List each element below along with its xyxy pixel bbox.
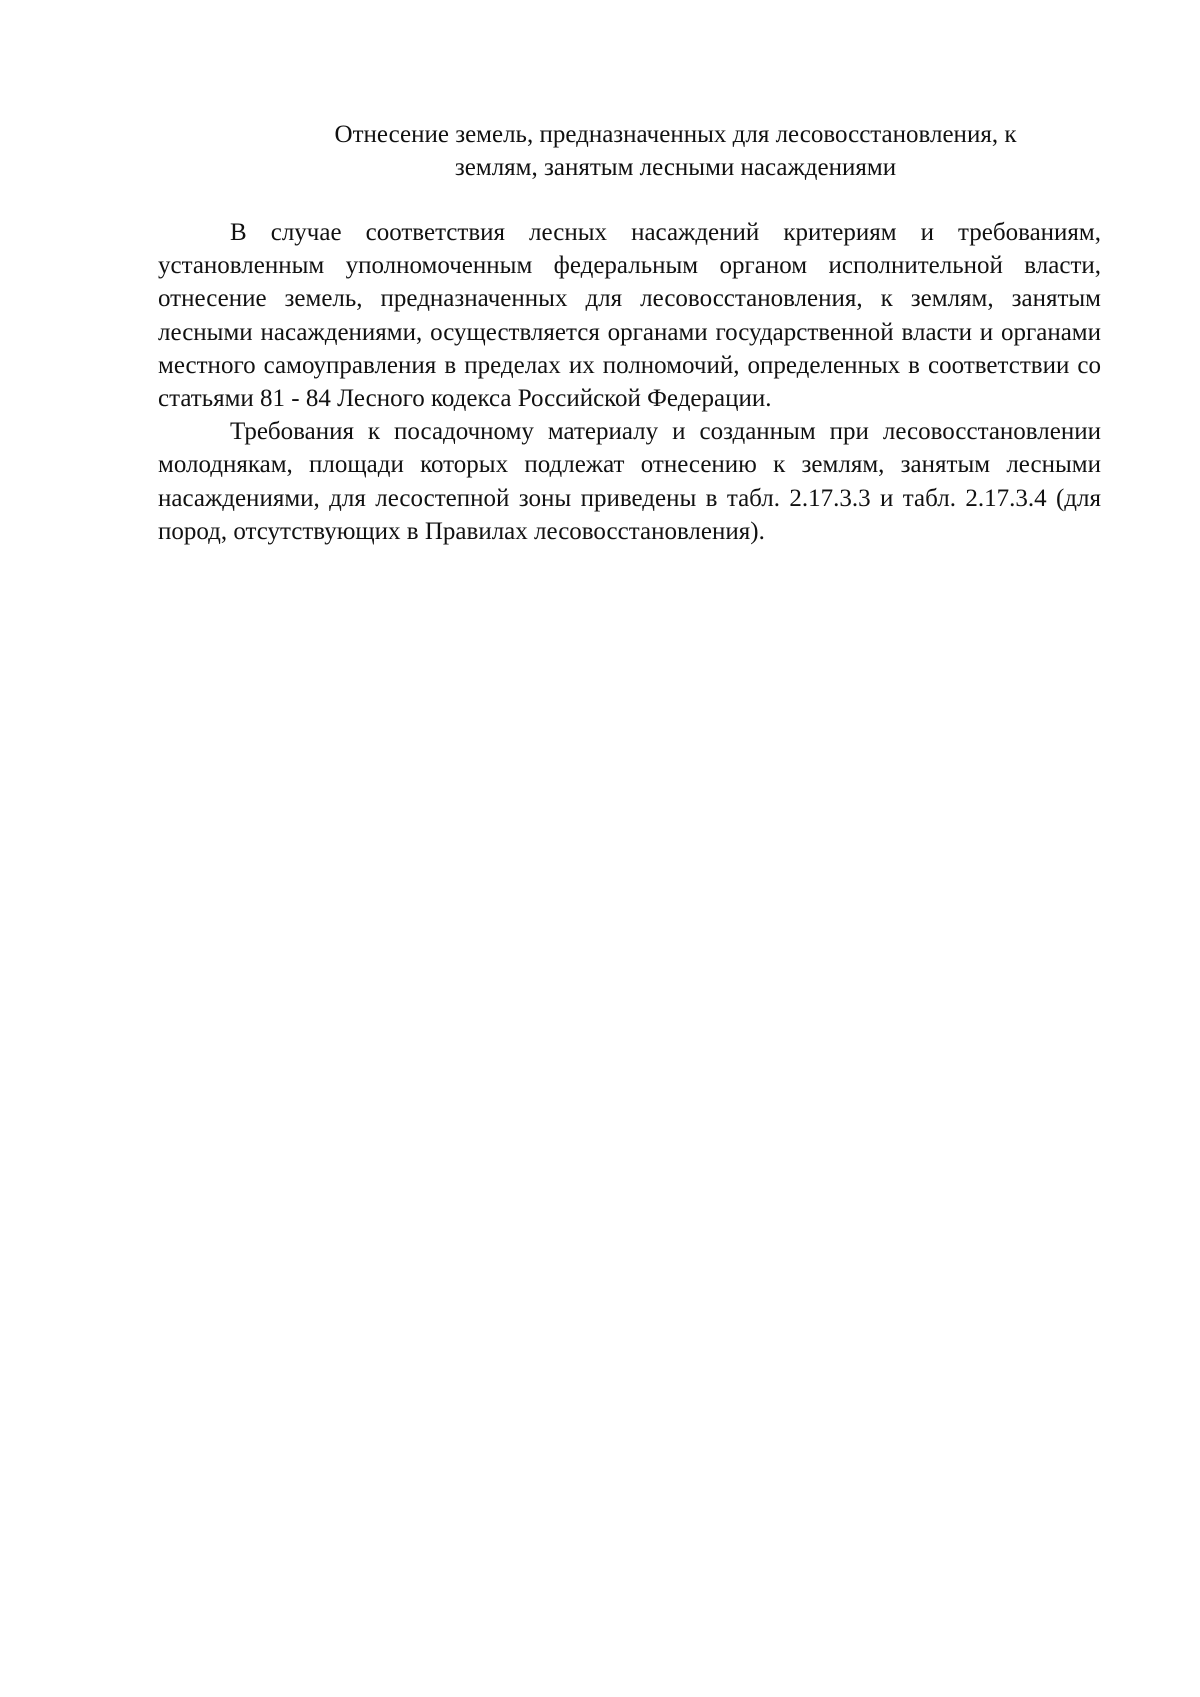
title-line-1: Отнесение земель, предназначенных для лесовосстановления, к [334,121,1017,148]
document-title [158,118,1101,184]
title-line-2: землям, занятым лесными насаждениями [454,154,897,181]
document-body [158,118,1101,548]
paragraph-1: В случае соответствия лесных насаждений критериям и требованиям, установленным уполномоченным федеральным органом исполнительной власти, отнесение земель, предназначенных для лесовосстановления, к землям, занятым лесными насаждениями, осуществляется органами государственной власти и органами местного самоуправления в пределах их полномочий, определенных в соответствии со статьями 81 - 84 Лесного кодекса Российской Федерации. [158,219,1101,413]
paragraph-2: Требования к посадочному материалу и созданным при лесовосстановлении молоднякам, площади которых подлежат отнесению к землям, занятым лесными насаждениями, для лесостепной зоны приведены в табл. 2.17.3.3 и табл. 2.17.3.4 (для пород, отсутствующих в Правилах лесовосстановления). [158,418,1101,545]
